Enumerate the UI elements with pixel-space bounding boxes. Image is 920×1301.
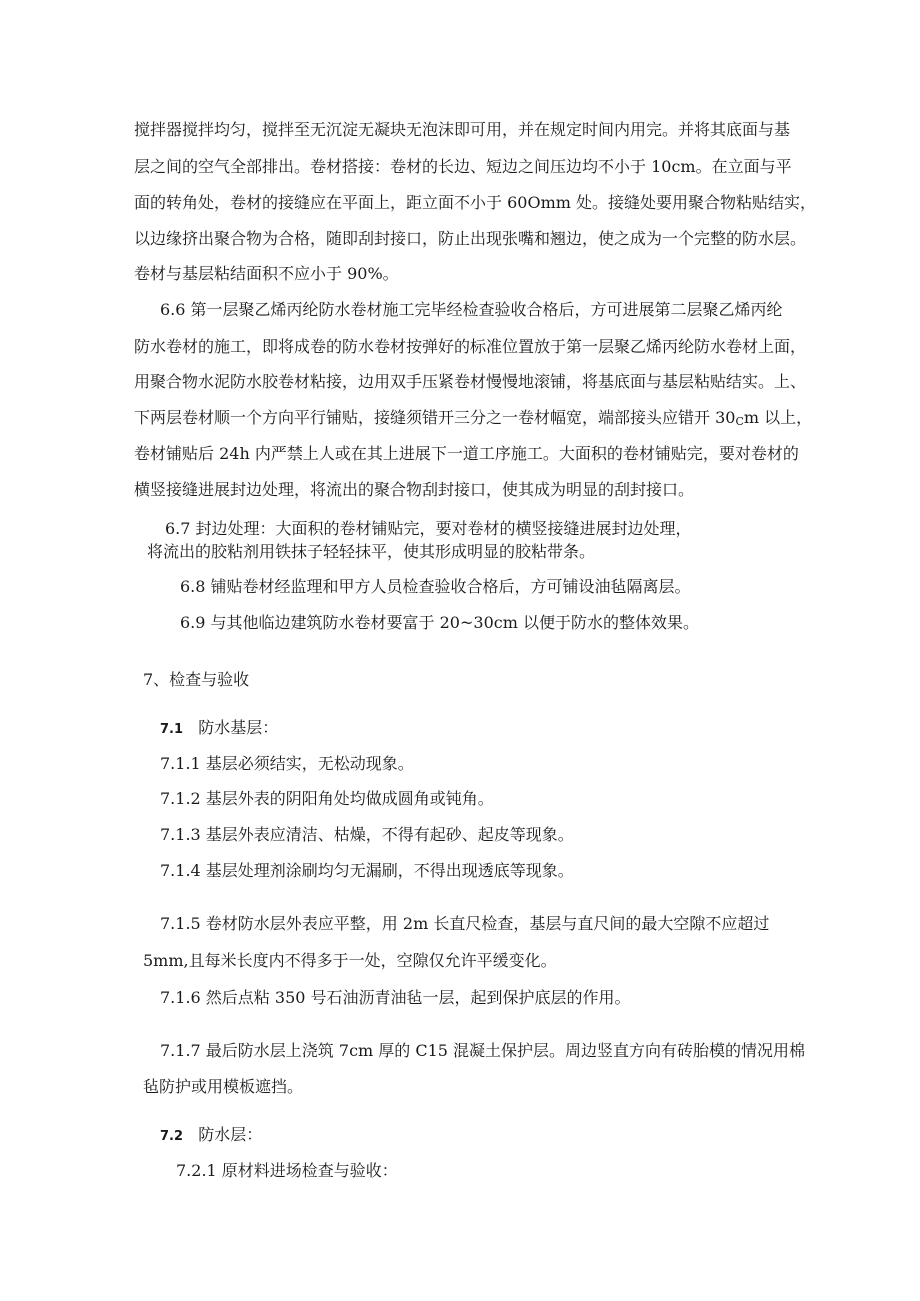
- clause-6-6-text: 下两层卷材顺一个方向平行铺贴，接缝须错开三分之一卷材幅宽，端部接头应错开 30: [134, 408, 736, 427]
- section-7-heading: 7、检查与验收: [143, 670, 250, 689]
- item-7-1-6: 7.1.6 然后点粘 350 号石油沥青油毡一层，起到保护底层的作用。: [160, 988, 631, 1007]
- clause-6-7-line: 6.7 封边处理：大面积的卷材铺贴完，要对卷材的横竖接缝进展封边处理，: [165, 519, 692, 538]
- clause-6-6-line: 横竖接缝进展封边处理，将流出的聚合物刮封接口，使其成为明显的刮封接口。: [134, 480, 695, 499]
- clause-6-6-text: m 以上，: [743, 408, 813, 427]
- body-text-line: 以边缘挤出聚合物为合格，随即刮封接口，防止出现张嘴和翘边，使之成为一个完整的防水层。: [134, 229, 807, 248]
- item-7-1-5-line: 5mm,且每米长度内不得多于一处，空隙仅允许平缓变化。: [143, 951, 557, 970]
- clause-6-6-line: 6.6 第一层聚乙烯丙纶防水卷材施工完毕经检查验收合格后，方可进展第二层聚乙烯丙纶: [160, 300, 783, 319]
- section-7-2-heading: [160, 1124, 262, 1148]
- clause-6-6-line: 防水卷材的施工，即将成卷的防水卷材按弹好的标准位置放于第一层聚乙烯丙纶防水卷材上面，: [134, 337, 807, 356]
- clause-6-6-subscript: C: [735, 415, 744, 428]
- body-text-line: 卷材与基层粘结面积不应小于 90%。: [134, 264, 399, 283]
- item-7-1-3: 7.1.3 基层外表应清洁、枯燥，不得有起砂、起皮等现象。: [160, 825, 574, 844]
- body-text-line: 面的转角处，卷材的接缝应在平面上，距立面不小于 60Omm 处。接缝处要用聚合物粘贴结实，: [134, 193, 816, 212]
- section-7-1-heading: [160, 717, 278, 741]
- clause-6-7-line: 将流出的胶粘剂用铁抹子轻轻抹平，使其形成明显的胶粘带条。: [147, 542, 596, 561]
- item-7-2-1: 7.2.1 原材料进场检查与验收：: [176, 1161, 398, 1180]
- item-7-1-1: 7.1.1 基层必须结实，无松动现象。: [160, 754, 414, 773]
- section-number: 7.1: [160, 722, 184, 737]
- item-7-1-2: 7.1.2 基层外表的阴阳角处均做成圆角或钝角。: [160, 789, 494, 808]
- clause-6-6-line: 卷材铺贴后 24h 内严禁上人或在其上进展下一道工序施工。大面积的卷材铺贴完，要对卷材的: [134, 444, 799, 463]
- item-7-1-5-line: 7.1.5 卷材防水层外表应平整，用 2m 长直尺检查，基层与直尺间的最大空隙不应超过: [160, 914, 770, 933]
- section-title: 防水基层：: [198, 718, 279, 737]
- item-7-1-7-line: 毡防护或用模板遮挡。: [143, 1077, 304, 1096]
- section-number: 7.2: [160, 1129, 184, 1144]
- body-text-line: 层之间的空气全部排出。卷材搭接：卷材的长边、短边之间压边均不小于 10cm。在立面与平: [134, 157, 792, 176]
- section-title: 防水层：: [198, 1125, 263, 1144]
- clause-6-6-line: [134, 407, 812, 433]
- item-7-1-4: 7.1.4 基层处理剂涂刷均匀无漏刷，不得出现透底等现象。: [160, 861, 574, 880]
- clause-6-6-line: 用聚合物水泥防水胶卷材粘接，边用双手压紧卷材慢慢地滚铺，将基底面与基层粘贴结实。上、: [134, 372, 807, 391]
- body-text-line: 搅拌器搅拌均匀，搅拌至无沉淀无凝块无泡沫即可用，并在规定时间内用完。并将其底面与基: [134, 120, 791, 139]
- clause-6-9: 6.9 与其他临边建筑防水卷材要富于 20~30cm 以便于防水的整体效果。: [180, 613, 699, 632]
- item-7-1-7-line: 7.1.7 最后防水层上浇筑 7cm 厚的 C15 混凝土保护层。周边竖直方向有砖胎模的情况用棉: [160, 1041, 806, 1060]
- clause-6-8: 6.8 铺贴卷材经监理和甲方人员检查验收合格后，方可铺设油毡隔离层。: [180, 577, 691, 596]
